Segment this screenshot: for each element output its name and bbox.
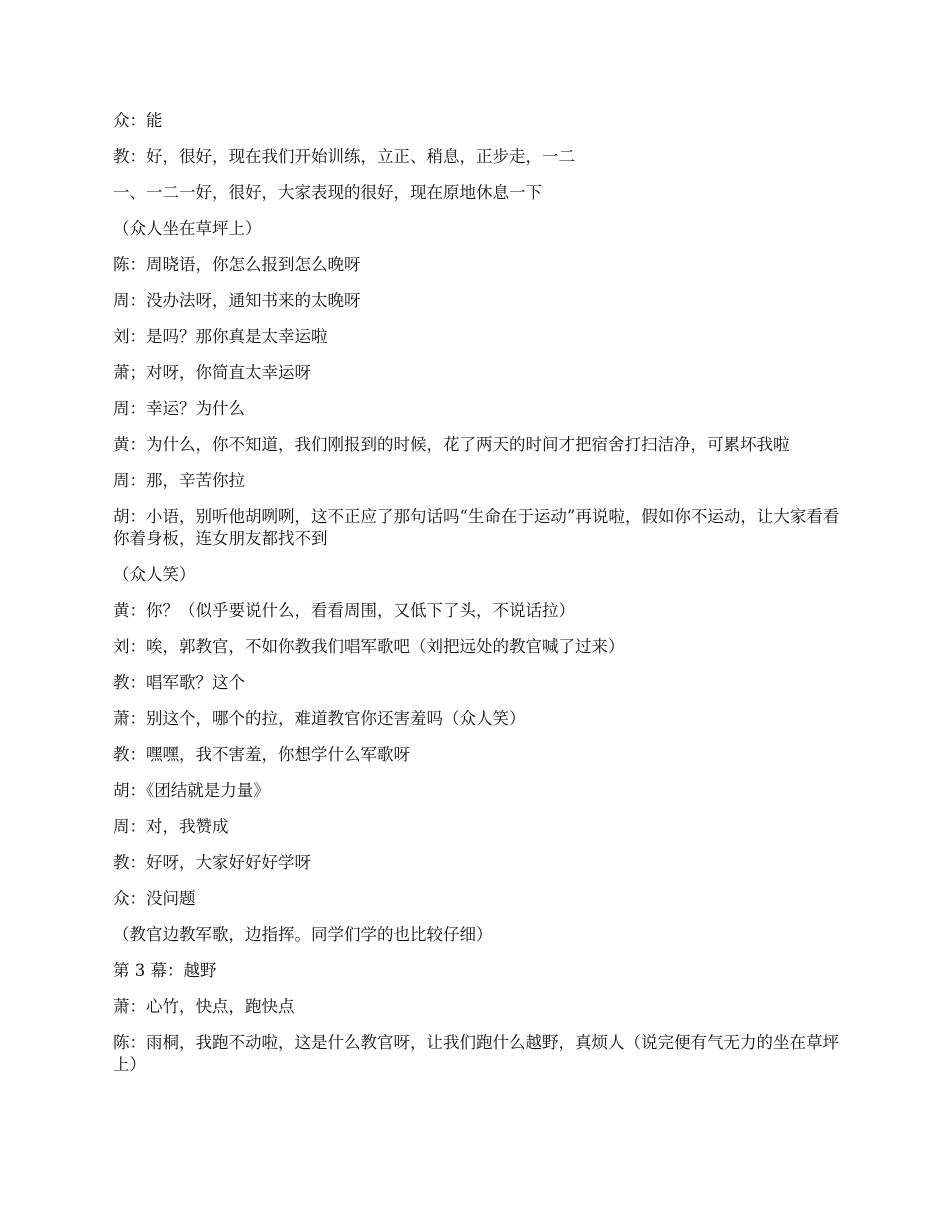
script-line: 胡：小语，别听他胡咧咧，这不正应了那句话吗“生命在于运动”再说啦，假如你不运动，让大家看看你着身板，连女朋友都找不到 [113, 507, 840, 548]
script-line: 教：好，很好，现在我们开始训练，立正、稍息，正步走，一二 [113, 147, 575, 166]
stage-direction: （教官边教军歌，边指挥。同学们学的也比较仔细） [113, 925, 493, 944]
script-line: 刘：唉，郭教官，不如你教我们唱军歌吧（刘把远处的教官喊了过来） [113, 637, 625, 656]
script-line: 众：没问题 [113, 889, 196, 908]
script-line: 黄：为什么，你不知道，我们刚报到的时候，花了两天的时间才把宿舍打扫洁净，可累坏我啦 [113, 435, 790, 454]
script-line: 周：幸运？为什么 [113, 399, 245, 418]
script-line: 教：嘿嘿，我不害羞，你想学什么军歌呀 [113, 745, 410, 764]
stage-direction: （众人笑） [113, 565, 196, 584]
script-line: 周：没办法呀，通知书来的太晚呀 [113, 291, 361, 310]
script-line: 周：那，辛苦你拉 [113, 471, 245, 490]
script-line: 周：对，我赞成 [113, 817, 229, 836]
script-line: 众：能 [113, 111, 163, 130]
scene-heading: 第 3 幕：越野 [113, 961, 217, 980]
script-line: 陈：雨桐，我跑不动啦，这是什么教官呀，让我们跑什么越野，真烦人（说完便有气无力的坐在草坪上） [113, 1033, 839, 1074]
script-line: 教：唱军歌？这个 [113, 673, 245, 692]
script-line: 胡：《团结就是力量》 [113, 781, 270, 800]
script-line: 陈：周晓语，你怎么报到怎么晚呀 [113, 255, 361, 274]
stage-direction: （众人坐在草坪上） [113, 219, 262, 238]
script-line: 萧；对呀，你简直太幸运呀 [113, 363, 311, 382]
script-line: 刘：是吗？那你真是太幸运啦 [113, 327, 328, 346]
script-line: 萧：心竹，快点，跑快点 [113, 997, 295, 1016]
script-line: 一、一二一好，很好，大家表现的很好，现在原地休息一下 [113, 183, 542, 202]
script-text-body [113, 110, 843, 1090]
script-line: 萧：别这个，哪个的拉，难道教官你还害羞吗（众人笑） [113, 709, 526, 728]
script-line: 黄：你？（似乎要说什么，看看周围，又低下了头，不说话拉） [113, 601, 575, 620]
script-line: 教：好呀，大家好好好学呀 [113, 853, 311, 872]
